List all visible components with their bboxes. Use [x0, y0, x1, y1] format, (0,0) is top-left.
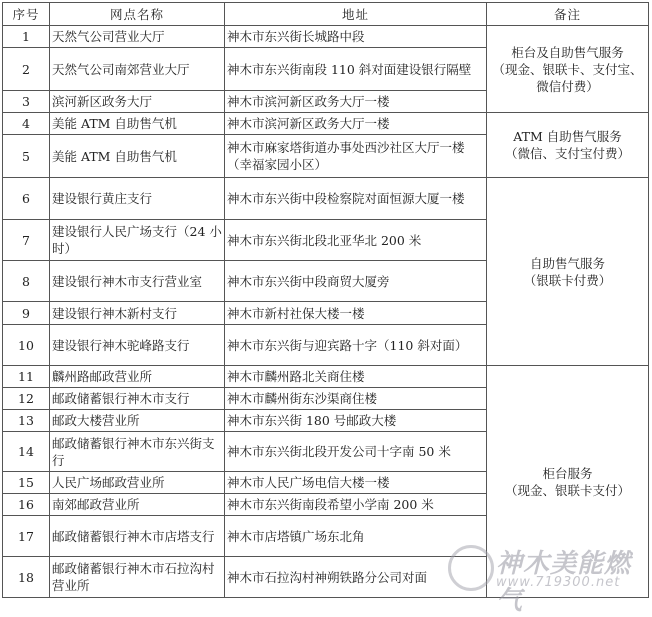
header-outlet-name: 网点名称 — [50, 3, 225, 26]
row-number: 2 — [3, 48, 50, 91]
outlet-name: 建设银行神木市支行营业室 — [50, 261, 225, 302]
watermark-url: www.719300.net — [496, 575, 621, 590]
header-seq: 序号 — [3, 3, 50, 26]
remark-line: 自助售气服务 — [529, 255, 605, 271]
outlet-address: 神木市麟州路北关商住楼 — [225, 366, 487, 388]
table-header-row — [3, 3, 649, 26]
row-number: 14 — [3, 432, 50, 472]
remark-line: （微信、支付宝付费） — [504, 146, 630, 161]
outlet-address: 神木市人民广场电信大楼一楼 — [225, 472, 487, 494]
watermark-text: 神木美能燃气 — [496, 549, 632, 616]
outlet-name: 建设银行神木新村支行 — [50, 302, 225, 325]
outlet-name: 天然气公司南郊营业大厅 — [50, 48, 225, 91]
remark-line: 柜台服务 — [542, 465, 593, 481]
outlet-name: 麟州路邮政营业所 — [50, 366, 225, 388]
outlet-name: 天然气公司营业大厅 — [50, 26, 225, 48]
outlet-name: 人民广场邮政营业所 — [50, 472, 225, 494]
remark-line: 柜台及自助售气服务 — [511, 44, 624, 60]
outlet-name: 邮政储蓄银行神木市店塔支行 — [50, 516, 225, 557]
table-row — [3, 178, 649, 220]
outlet-name: 邮政大楼营业所 — [50, 410, 225, 432]
header-address: 地址 — [225, 3, 487, 26]
remark-line: ATM 自助售气服务 — [513, 129, 622, 144]
outlet-name: 建设银行神木驼峰路支行 — [50, 325, 225, 366]
row-number: 10 — [3, 325, 50, 366]
outlet-address: 神木市东兴街中段检察院对面恒源大厦一楼 — [225, 178, 487, 220]
remark-line: （现金、银联卡支付） — [504, 482, 630, 498]
outlet-address: 神木市麻家塔街道办事处西沙社区大厅一楼（幸福家园小区） — [225, 135, 487, 178]
row-number: 8 — [3, 261, 50, 302]
outlet-name: 美能 ATM 自助售气机 — [50, 135, 225, 178]
row-number: 3 — [3, 91, 50, 113]
outlet-name: 邮政储蓄银行神木市东兴街支行 — [50, 432, 225, 472]
outlet-address: 神木市麟州街东沙渠商住楼 — [225, 388, 487, 410]
outlet-address: 神木市东兴街中段商贸大厦旁 — [225, 261, 487, 302]
outlet-address: 神木市店塔镇广场东北角 — [225, 516, 487, 557]
row-number: 12 — [3, 388, 50, 410]
remark-line: （现金、银联卡、支付宝、 — [492, 61, 643, 77]
header-remarks: 备注 — [487, 3, 649, 26]
outlet-address: 神木市东兴街长城路中段 — [225, 26, 487, 48]
remark-counter-and-self-service — [487, 26, 649, 113]
row-number: 13 — [3, 410, 50, 432]
table-row — [3, 366, 649, 388]
outlet-name: 建设银行黄庄支行 — [50, 178, 225, 220]
outlet-address: 神木市东兴街北段开发公司十字南 50 米 — [225, 432, 487, 472]
remark-line: （银联卡付费） — [523, 272, 612, 288]
row-number: 5 — [3, 135, 50, 178]
table-row — [3, 26, 649, 48]
row-number: 1 — [3, 26, 50, 48]
outlet-address: 神木市东兴街南段希望小学南 200 米 — [225, 494, 487, 516]
row-number: 4 — [3, 113, 50, 135]
remark-counter-service — [487, 366, 649, 598]
row-number: 6 — [3, 178, 50, 220]
table-row — [3, 113, 649, 135]
outlet-name: 南郊邮政营业所 — [50, 494, 225, 516]
remark-atm-self-service — [487, 113, 649, 178]
row-number: 9 — [3, 302, 50, 325]
row-number: 18 — [3, 557, 50, 598]
row-number: 16 — [3, 494, 50, 516]
outlet-address: 神木市东兴街北段北亚华北 200 米 — [225, 220, 487, 261]
row-number: 17 — [3, 516, 50, 557]
outlet-name: 邮政储蓄银行神木市石拉沟村营业所 — [50, 557, 225, 598]
row-number: 15 — [3, 472, 50, 494]
outlet-name: 建设银行人民广场支行（24 小时） — [50, 220, 225, 261]
row-number: 7 — [3, 220, 50, 261]
outlet-address: 神木市新村社保大楼一楼 — [225, 302, 487, 325]
outlet-name: 邮政储蓄银行神木市支行 — [50, 388, 225, 410]
remark-line: 微信付费） — [536, 78, 599, 94]
outlet-address: 神木市滨河新区政务大厅一楼 — [225, 91, 487, 113]
row-number: 11 — [3, 366, 50, 388]
outlet-address: 神木市东兴街 180 号邮政大楼 — [225, 410, 487, 432]
outlet-address: 神木市石拉沟村神朔铁路分公司对面 — [225, 557, 487, 598]
outlet-address: 神木市东兴街与迎宾路十字（110 斜对面） — [225, 325, 487, 366]
outlet-name: 美能 ATM 自助售气机 — [50, 113, 225, 135]
gas-service-outlets-table — [2, 2, 649, 598]
outlet-address: 神木市滨河新区政务大厅一楼 — [225, 113, 487, 135]
remark-self-service — [487, 178, 649, 366]
outlet-address: 神木市东兴街南段 110 斜对面建设银行隔壁 — [225, 48, 487, 91]
outlet-name: 滨河新区政务大厅 — [50, 91, 225, 113]
